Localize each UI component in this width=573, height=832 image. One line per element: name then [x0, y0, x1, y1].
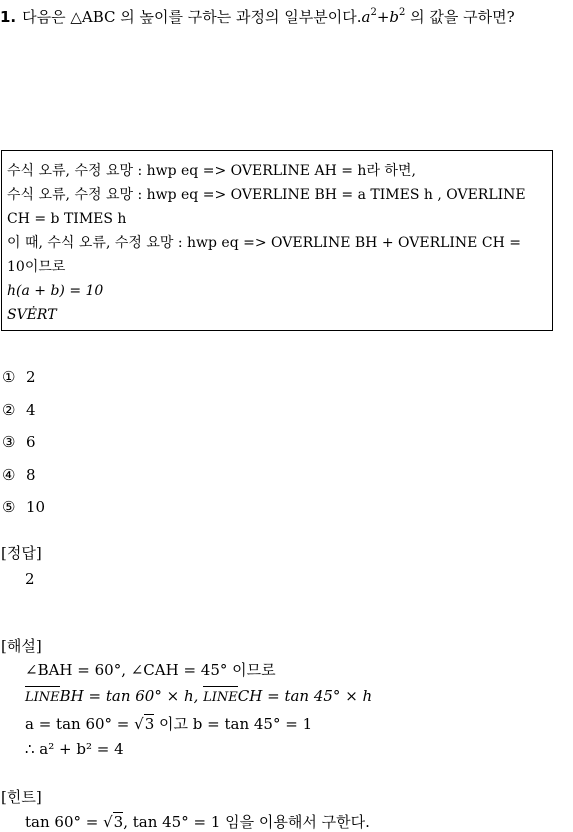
- hint-post: , tan 45° = 1 임을 이용해서 구한다.: [123, 813, 370, 831]
- choice-value: 6: [26, 433, 36, 451]
- hint-pre: tan 60° =: [25, 813, 104, 831]
- choice-mark: ⑤: [2, 498, 16, 516]
- explanation-label: [해설]: [1, 637, 42, 655]
- choice-4[interactable]: [2, 465, 36, 485]
- solution-box: [1, 150, 553, 331]
- question-number: 1.: [0, 8, 17, 26]
- box-line-svert: SVĖRT: [7, 307, 57, 323]
- choice-value: 8: [26, 466, 36, 484]
- choice-mark: ①: [2, 368, 16, 386]
- question-line: [0, 7, 515, 27]
- choice-value: 4: [26, 401, 36, 419]
- explanation-line-4: ∴ a² + b² = 4: [25, 740, 124, 758]
- hint-sqrt-value: 3: [113, 813, 124, 831]
- answer-value: 2: [25, 570, 35, 588]
- choice-mark: ②: [2, 401, 16, 419]
- sqrt-symbol: √: [103, 813, 113, 831]
- choice-value: 10: [26, 498, 46, 516]
- overline-label: LINE: [203, 686, 238, 708]
- explanation-line-3-post: 이고 b = tan 45° = 1: [154, 715, 313, 733]
- explanation-line-3-pre: a = tan 60° =: [25, 715, 135, 733]
- box-line-equation: h(a + b) = 10: [7, 283, 104, 299]
- overline-label: LINE: [25, 686, 60, 708]
- explanation-line-2: [25, 686, 372, 708]
- box-line: CH = b TIMES h: [7, 211, 127, 227]
- choice-2[interactable]: [2, 400, 36, 420]
- hint-label: [힌트]: [1, 788, 42, 806]
- choice-mark: ③: [2, 433, 16, 451]
- question-expr-b: +b: [376, 8, 399, 26]
- explanation-line-2b: CH = tan 45° × h: [237, 687, 373, 705]
- explanation-line-3: [25, 714, 312, 734]
- question-expr-a: a: [361, 8, 371, 26]
- answer-label: [정답]: [1, 544, 42, 562]
- box-line: 수식 오류, 수정 요망 : hwp eq => OVERLINE BH = a TIMES h , OVERLINE: [7, 187, 526, 203]
- question-exp2: 2: [399, 7, 406, 18]
- choice-mark: ④: [2, 466, 16, 484]
- explanation-line-2a: BH = tan 60° × h,: [59, 687, 204, 705]
- choice-value: 2: [26, 368, 36, 386]
- question-text: 다음은 △ABC 의 높이를 구하는 과정의 일부분이다.: [22, 8, 362, 26]
- box-line: 수식 오류, 수정 요망 : hwp eq => OVERLINE AH = h라 하면,: [7, 163, 416, 179]
- sqrt-symbol: √: [134, 715, 144, 733]
- hint-line: [25, 812, 370, 832]
- box-line: 이 때, 수식 오류, 수정 요망 : hwp eq => OVERLINE BH + OVERLINE CH =: [7, 235, 521, 251]
- box-line: 10이므로: [7, 259, 66, 275]
- explanation-line-1: ∠BAH = 60°, ∠CAH = 45° 이므로: [25, 661, 276, 679]
- question-exp1: 2: [370, 7, 377, 18]
- choice-3[interactable]: [2, 432, 36, 452]
- sqrt-value: 3: [144, 715, 155, 733]
- choice-5[interactable]: [2, 497, 45, 517]
- question-text-after: 의 값을 구하면?: [405, 8, 515, 26]
- choice-1[interactable]: [2, 367, 36, 387]
